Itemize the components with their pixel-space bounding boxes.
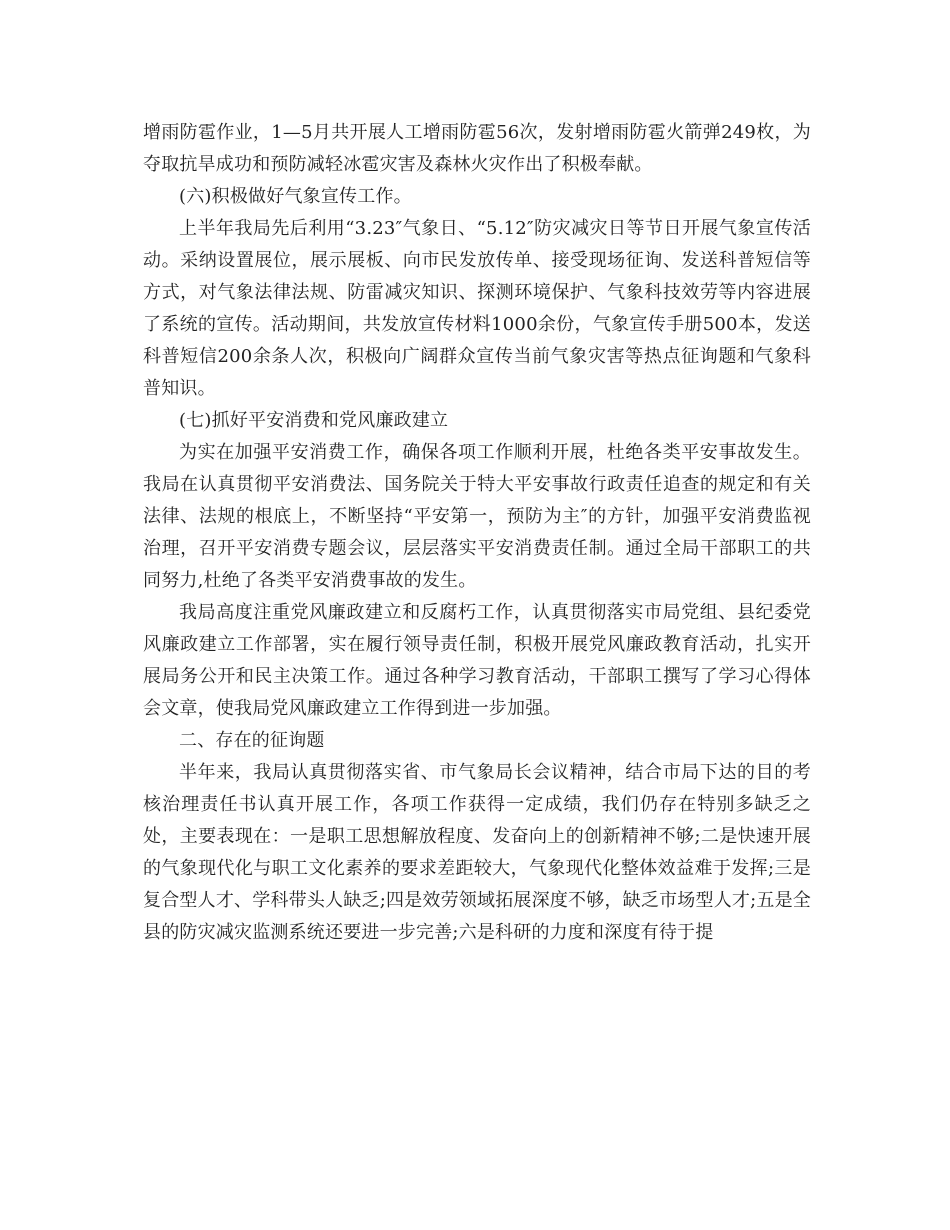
section-heading-6: (六)积极做好气象宣传工作。 bbox=[179, 186, 412, 207]
paragraph-problems: 半年来，我局认真贯彻落实省、市气象局长会议精神，结合市局下达的目的考核治理责任书认真开展工作，各项工作获得一定成绩，我们仍存在特别多缺乏之处，主要表现在：一是职工思想解放程度、发奋向上的创新精神不够;二是快速开展的气象现代化与职工文化素养的要求差距较大，气象现代化整体效益难于发挥;三是复合型人才、学科带头人缺乏;四是效劳领域拓展深度不够，缺乏市场型人才;五是全县的防灾减灾监测系统还要进一步完善;六是科研的力度和深度有待于提 bbox=[143, 762, 811, 943]
paragraph-safety: 为实在加强平安消费工作，确保各项工作顺利开展，杜绝各类平安事故发生。我局在认真贯彻平安消费法、国务院关于特大平安事故行政责任追查的规定和有关法律、法规的根底上，不断坚持“平安第一，预防为主″的方针，加强平安消费监视治理，召开平安消费专题会议，层层落实平安消费责任制。通过全局干部职工的共同努力,杜绝了各类平安消费事故的发生。 bbox=[143, 442, 811, 591]
paragraph-publicity: 上半年我局先后利用“3.23″气象日、“5.12″防灾减灾日等节日开展气象宣传活动。采纳设置展位，展示展板、向市民发放传单、接受现场征询、发送科普短信等方式，对气象法律法规、防雷减灾知识、探测环境保护、气象科技效劳等内容进展了系统的宣传。活动期间，共发放宣传材料1000余份，气象宣传手册500本，发送科普短信200余条人次，积极向广阔群众宣传当前气象灾害等热点征询题和气象科普知识。 bbox=[143, 218, 811, 399]
paragraph-integrity: 我局高度注重党风廉政建立和反腐朽工作，认真贯彻落实市局党组、县纪委党风廉政建立工作部署，实在履行领导责任制，积极开展党风廉政教育活动，扎实开展局务公开和民主决策工作。通过各种学习教育活动，干部职工撰写了学习心得体会文章，使我局党风廉政建立工作得到进一步加强。 bbox=[143, 602, 811, 719]
document-body bbox=[143, 117, 811, 949]
section-heading-problems: 二、存在的征询题 bbox=[179, 730, 325, 751]
paragraph-continuation: 增雨防雹作业，1—5月共开展人工增雨防雹56次，发射增雨防雹火箭弹249枚，为夺取抗旱成功和预防减轻冰雹灾害及森林火灾作出了积极奉献。 bbox=[143, 122, 811, 175]
section-heading-7: (七)抓好平安消费和党风廉政建立 bbox=[179, 410, 449, 431]
